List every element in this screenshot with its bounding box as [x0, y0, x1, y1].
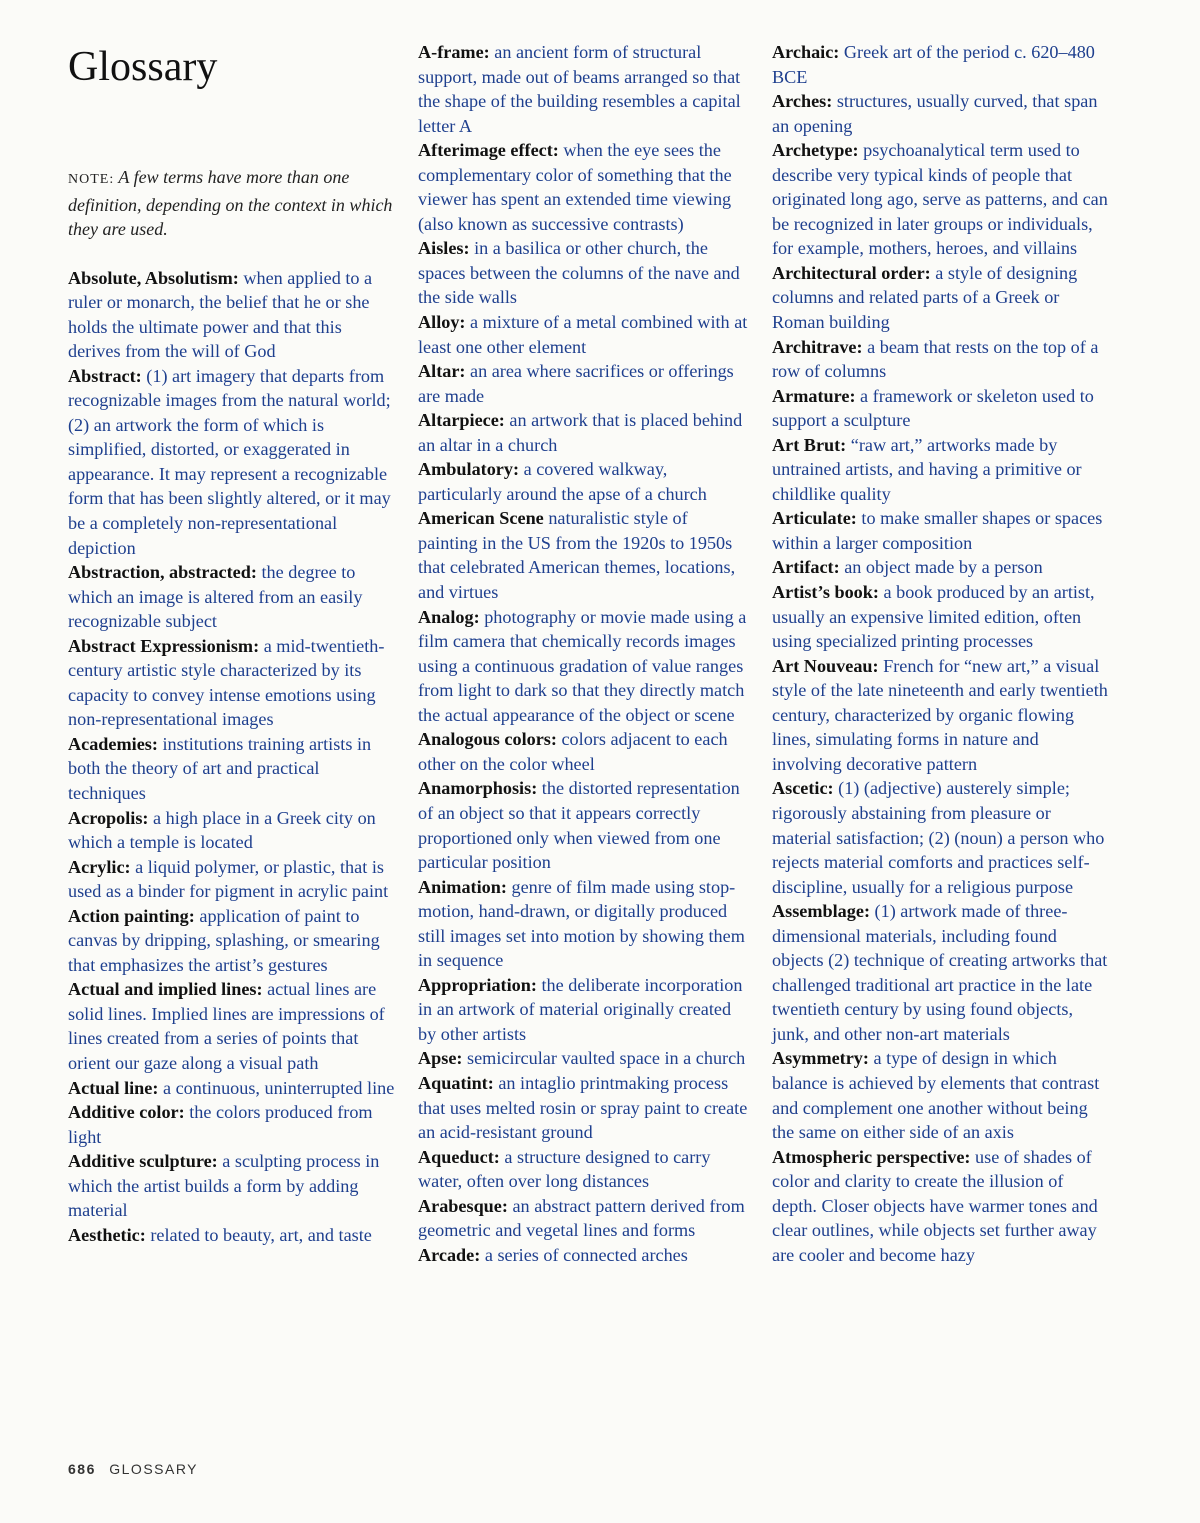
glossary-definition: a book produced by an artist, usually an expensive limited edition, often using specialized printing processes: [772, 582, 1095, 652]
glossary-definition: the degree to which an image is altered from an easily recognizable subject: [68, 562, 363, 632]
glossary-definition: a sculpting process in which the artist builds a form by adding material: [68, 1151, 380, 1221]
glossary-definition: genre of film made using stop-motion, hand-drawn, or digitally produced still images set into motion by showing them in sequence: [418, 876, 745, 971]
glossary-term: American Scene: [418, 508, 544, 529]
glossary-definition: (1) artwork made of three-dimensional materials, including found objects (2) technique of creating artworks that challenged traditional art practice in the late twentieth century by using found objects, junk, and other non-art materials: [772, 901, 1108, 1044]
glossary-definition: colors adjacent to each other on the color wheel: [418, 729, 728, 774]
glossary-entry: [418, 138, 750, 236]
glossary-entry: [772, 1046, 1108, 1144]
glossary-term: Abstract:: [68, 365, 142, 386]
glossary-term: Archetype:: [772, 140, 859, 161]
page-footer: [68, 1461, 198, 1477]
glossary-term: Alloy:: [418, 312, 466, 333]
column-1: [68, 40, 398, 1247]
glossary-entry: [772, 899, 1108, 1046]
glossary-entry: [772, 654, 1108, 777]
glossary-definition: French for “new art,” a visual style of the late nineteenth and early twentieth century, characterized by organic flowing lines, simulating forms in nature and involving decorative pattern: [772, 655, 1108, 774]
glossary-entry: [68, 634, 398, 732]
glossary-entry: [772, 433, 1108, 507]
glossary-term: Aisles:: [418, 238, 470, 259]
glossary-entry: [418, 40, 750, 138]
glossary-entry: [772, 384, 1108, 433]
glossary-definition: in a basilica or other church, the spaces between the columns of the nave and the side walls: [418, 238, 740, 308]
glossary-entry: [772, 261, 1108, 335]
glossary-term: Appropriation:: [418, 974, 537, 995]
glossary-definition: actual lines are solid lines. Implied lines are impressions of lines created from a series of points that orient our gaze along a visual path: [68, 979, 385, 1073]
glossary-term: Anamorphosis:: [418, 778, 538, 799]
glossary-term: Architrave:: [772, 336, 863, 357]
glossary-entry: [418, 776, 750, 874]
glossary-definition: a high place in a Greek city on which a temple is located: [68, 807, 376, 853]
column-2: [418, 40, 750, 1267]
glossary-definition: an object made by a person: [844, 557, 1043, 578]
glossary-entry: [772, 580, 1108, 654]
glossary-definition: application of paint to canvas by dripping, splashing, or smearing that emphasizes the artist’s gestures: [68, 905, 380, 975]
glossary-term: Arcade:: [418, 1244, 481, 1265]
glossary-definition: a continuous, uninterrupted line: [162, 1077, 395, 1098]
glossary-entry: [418, 1194, 750, 1243]
glossary-entry: [418, 973, 750, 1047]
glossary-definition: (1) art imagery that departs from recognizable images from the natural world; (2) an artwork the form of which is simplified, distorted, or exaggerated in appearance. It may represent a recognizable form that has been slightly altered, or it may be a completely non-representational depiction: [68, 365, 391, 558]
glossary-term: Arches:: [772, 91, 833, 112]
glossary-definition: an abstract pattern derived from geometric and vegetal lines and forms: [418, 1195, 745, 1241]
glossary-definition: a covered walkway, particularly around the apse of a church: [418, 459, 707, 504]
glossary-entry: [772, 89, 1108, 138]
glossary-term: Action painting:: [68, 905, 195, 926]
glossary-term: Apse:: [418, 1048, 463, 1069]
glossary-entry: [772, 40, 1108, 89]
page-title: Glossary: [68, 44, 218, 90]
glossary-term: Analog:: [418, 606, 480, 627]
glossary-term: Actual line:: [68, 1077, 159, 1098]
glossary-entry: [772, 555, 1108, 580]
glossary-term: Analogous colors:: [418, 729, 557, 750]
glossary-entry: [418, 605, 750, 728]
glossary-term: Abstract Expressionism:: [68, 635, 260, 656]
glossary-term: Aqueduct:: [418, 1146, 500, 1167]
glossary-definition: a mid-twentieth-century artistic style characterized by its capacity to convey intense emotions using non-representational images: [68, 635, 385, 730]
glossary-term: Architectural order:: [772, 262, 931, 283]
glossary-term: Artist’s book:: [772, 582, 879, 603]
glossary-definition: “raw art,” artworks made by untrained artists, and having a primitive or childlike quality: [772, 434, 1082, 504]
glossary-term: Acrylic:: [68, 856, 131, 877]
glossary-entry: [418, 310, 750, 359]
glossary-entry: [68, 806, 398, 855]
glossary-term: Animation:: [418, 876, 507, 897]
entries-column-2: [418, 40, 750, 1267]
glossary-definition: related to beauty, art, and taste: [150, 1224, 372, 1245]
glossary-entry: [68, 266, 398, 364]
glossary-entry: [68, 364, 398, 560]
glossary-definition: an ancient form of structural support, made out of beams arranged so that the shape of the building resembles a capital letter A: [418, 42, 741, 136]
glossary-entry: [418, 1046, 750, 1071]
glossary-definition: a structure designed to carry water, often over long distances: [418, 1146, 711, 1192]
glossary-definition: semicircular vaulted space in a church: [467, 1048, 746, 1069]
glossary-term: Altar:: [418, 361, 466, 382]
glossary-definition: a mixture of a metal combined with at least one other element: [418, 312, 748, 357]
glossary-entry: [418, 457, 750, 506]
glossary-term: Acropolis:: [68, 807, 149, 828]
glossary-entry: [772, 776, 1108, 899]
glossary-definition: use of shades of color and clarity to create the illusion of depth. Closer objects have warmer tones and clear outlines, while objects set further away are cooler and become hazy: [772, 1146, 1098, 1265]
glossary-definition: psychoanalytical term used to describe very typical kinds of people that originated long ago, serve as patterns, and can be recognized in later groups or individuals, for example, mothers, heroes, and villains: [772, 140, 1108, 259]
glossary-definition: the deliberate incorporation in an artwork of material originally created by other artists: [418, 974, 743, 1044]
glossary-definition: institutions training artists in both the theory of art and practical techniques: [68, 733, 372, 803]
glossary-entry: [418, 359, 750, 408]
glossary-entry: [68, 855, 398, 904]
glossary-term: Abstraction, abstracted:: [68, 562, 257, 583]
glossary-term: Archaic:: [772, 42, 840, 62]
entries-column-1: [68, 266, 398, 1248]
glossary-definition: (1) (adjective) austerely simple; rigorously abstaining from pleasure or material satisfaction; (2) (noun) a person who rejects material comforts and practices self-discipline, usually for a religious purpose: [772, 778, 1105, 897]
glossary-definition: a framework or skeleton used to support a sculpture: [772, 385, 1094, 431]
glossary-entry: [68, 732, 398, 806]
glossary-definition: photography or movie made using a film camera that chemically records images using a continuous gradation of value ranges from light to dark so that they directly match the actual appearance of the object or scene: [418, 606, 747, 725]
glossary-entry: [772, 138, 1108, 261]
glossary-entry: [68, 1149, 398, 1223]
glossary-term: Assemblage:: [772, 901, 870, 922]
glossary-definition: the distorted representation of an object so that it appears correctly proportioned only when viewed from one particular position: [418, 778, 740, 873]
footer-section: GLOSSARY: [109, 1461, 199, 1477]
glossary-entry: [68, 560, 398, 634]
glossary-term: Asymmetry:: [772, 1048, 869, 1069]
glossary-entry: [418, 408, 750, 457]
glossary-term: Atmospheric perspective:: [772, 1146, 971, 1167]
glossary-term: Articulate:: [772, 508, 857, 529]
glossary-term: Artifact:: [772, 557, 840, 578]
glossary-entry: [68, 977, 398, 1075]
glossary-definition: when applied to a ruler or monarch, the belief that he or she holds the ultimate power and that this derives from the will of God: [68, 267, 373, 362]
entries-column-3: [772, 40, 1108, 1267]
glossary-term: Aquatint:: [418, 1072, 494, 1093]
glossary-term: Altarpiece:: [418, 410, 505, 431]
glossary-definition: an area where sacrifices or offerings are made: [418, 361, 734, 406]
glossary-term: Absolute, Absolutism:: [68, 267, 239, 288]
glossary-definition: an intaglio printmaking process that uses melted rosin or spray paint to create an acid-resistant ground: [418, 1072, 748, 1143]
glossary-entry: [418, 506, 750, 604]
glossary-entry: [772, 1145, 1108, 1268]
note: [68, 165, 398, 242]
glossary-term: Armature:: [772, 385, 856, 406]
glossary-entry: [68, 1223, 398, 1248]
glossary-entry: [68, 1100, 398, 1149]
page-number: 686: [68, 1461, 96, 1477]
glossary-entry: [418, 727, 750, 776]
glossary-definition: structures, usually curved, that span an opening: [772, 91, 1098, 136]
glossary-term: Ambulatory:: [418, 459, 520, 480]
glossary-entry: [772, 335, 1108, 384]
glossary-entry: [68, 904, 398, 978]
column-3: [772, 40, 1108, 1267]
glossary-entry: [772, 506, 1108, 555]
glossary-term: Aesthetic:: [68, 1224, 146, 1245]
glossary-entry: [418, 1071, 750, 1145]
glossary-definition: Greek art of the period c. 620–480 BCE: [772, 42, 1095, 87]
glossary-term: Academies:: [68, 733, 158, 754]
glossary-term: Actual and implied lines:: [68, 979, 263, 1000]
glossary-definition: a beam that rests on the top of a row of columns: [772, 336, 1099, 382]
glossary-definition: the colors produced from light: [68, 1102, 373, 1147]
glossary-definition: to make smaller shapes or spaces within a larger composition: [772, 508, 1103, 553]
glossary-term: Additive sculpture:: [68, 1151, 218, 1172]
glossary-term: Additive color:: [68, 1102, 185, 1123]
glossary-term: Arabesque:: [418, 1195, 508, 1216]
glossary-term: Afterimage effect:: [418, 140, 559, 161]
glossary-definition: a liquid polymer, or plastic, that is used as a binder for pigment in acrylic paint: [68, 856, 389, 902]
note-text: A few terms have more than one definition, depending on the context in which they are used.: [68, 167, 393, 239]
glossary-entry: [418, 1145, 750, 1194]
glossary-definition: a series of connected arches: [484, 1244, 688, 1265]
glossary-definition: an artwork that is placed behind an altar in a church: [418, 410, 743, 455]
glossary-term: Art Nouveau:: [772, 655, 879, 676]
note-label: NOTE:: [68, 172, 115, 187]
glossary-definition: a type of design in which balance is achieved by elements that contrast and complement one another without being the same on either side of an axis: [772, 1048, 1100, 1143]
glossary-term: A-frame:: [418, 42, 490, 62]
glossary-term: Ascetic:: [772, 778, 834, 799]
glossary-definition: naturalistic style of painting in the US from the 1920s to 1950s that celebrated American themes, locations, and virtues: [418, 508, 736, 603]
glossary-entry: [68, 1076, 398, 1101]
glossary-definition: a style of designing columns and related parts of a Greek or Roman building: [772, 262, 1078, 333]
glossary-entry: [418, 875, 750, 973]
glossary-term: Art Brut:: [772, 434, 847, 455]
glossary-entry: [418, 236, 750, 310]
glossary-entry: [418, 1243, 750, 1268]
glossary-definition: when the eye sees the complementary color of something that the viewer has spent an extended time viewing (also known as successive contrasts): [418, 140, 732, 234]
